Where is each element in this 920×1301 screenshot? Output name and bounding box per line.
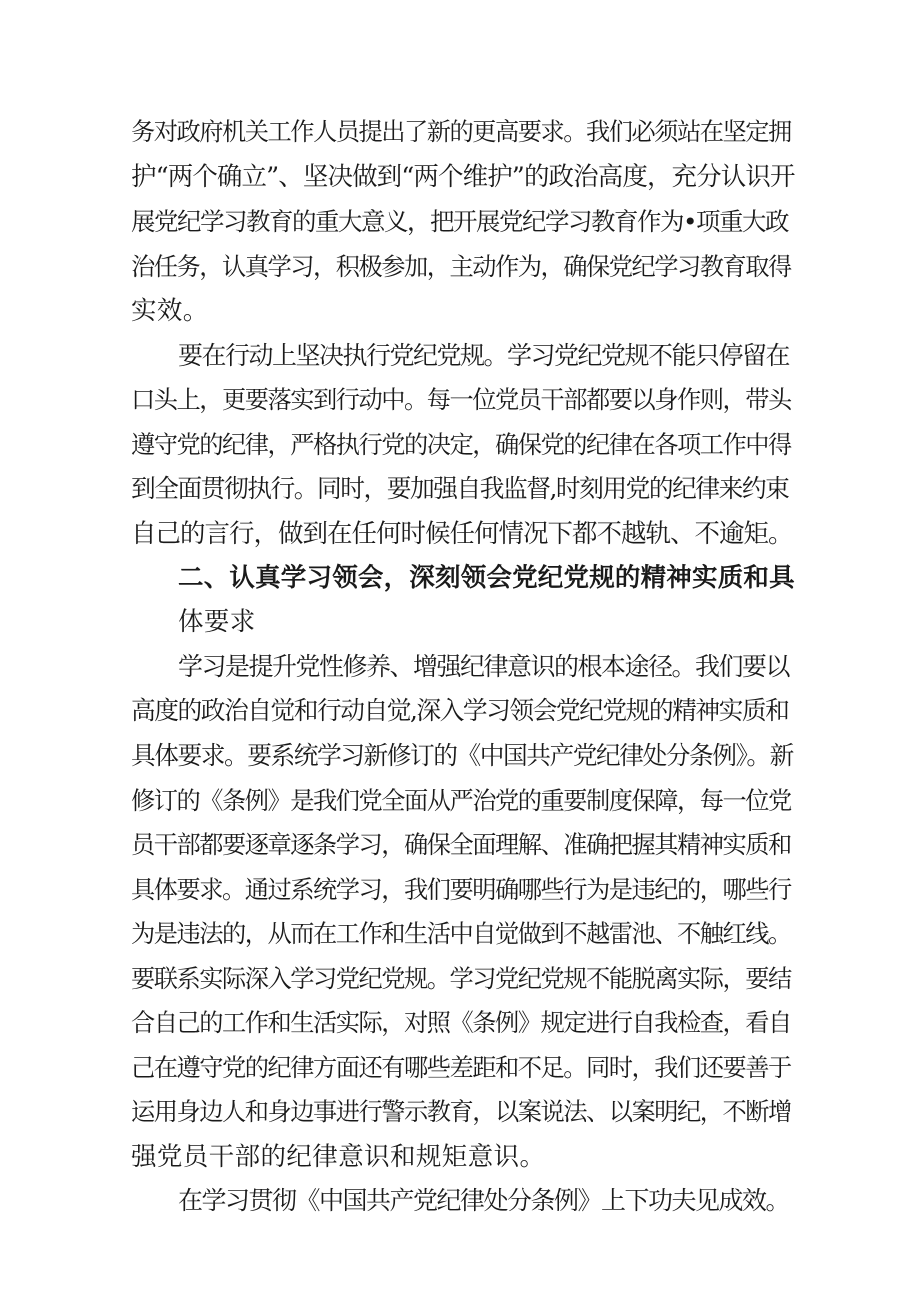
section-heading-continuation: 体要求 <box>178 607 256 637</box>
paragraph-first-line: 学习是提升党性修养、增强纪律意识的根本途径。我们要以 <box>178 652 790 681</box>
text-line: 运用身边人和身边事进行警示教育，以案说法、以案明纪，不断增 <box>131 1097 791 1126</box>
text-line: 展党纪学习教育的重大意义，把开展党纪学习教育作为•项重大政 <box>131 207 788 236</box>
text-line: 高度的政治自觉和行动自觉,深入学习领会党纪党规的精神实质和 <box>131 696 789 725</box>
text-line: 为是违法的，从而在工作和生活中自觉做到不越雷池、不触红线。 <box>131 919 791 948</box>
text-line: 护“两个确立”、坚决做到“两个维护”的政治高度，充分认识开 <box>131 162 795 192</box>
text-line: 治任务，认真学习，积极参加，主动作为，确保党纪学习教育取得 <box>131 252 791 281</box>
text-line: 合自己的工作和生活实际，对照《条例》规定进行自我检查，看自 <box>131 1008 791 1037</box>
text-line: 务对政府机关工作人员提出了新的更高要求。我们必须站在坚定拥 <box>131 117 791 146</box>
text-line: 具体要求。通过系统学习，我们要明确哪些行为是违纪的，哪些行 <box>131 875 791 904</box>
section-heading: 二、认真学习领会，深刻领会党纪党规的精神实质和具 <box>178 563 795 593</box>
text-line: 到全面贯彻执行。同时，要加强自我监督,时刻用党的纪律来约束 <box>131 474 789 503</box>
text-line: 强党员干部的纪律意识和规矩意识。 <box>131 1142 546 1172</box>
text-line: 修订的《条例》是我们党全面从严治党的重要制度保障，每一位党 <box>131 786 791 815</box>
text-line: 己在遵守党的纪律方面还有哪些差距和不足。同时，我们还要善于 <box>131 1053 791 1082</box>
text-line: 员干部都要逐章逐条学习，确保全面理解、准确把握其精神实质和 <box>131 830 791 859</box>
text-line: 具体要求。要系统学习新修订的《中国共产党纪律处分条例》。新 <box>131 741 793 770</box>
text-line: 实效。 <box>131 296 209 326</box>
text-line: 要联系实际深入学习党纪党规。学习党纪党规不能脱离实际，要结 <box>131 964 791 993</box>
paragraph-first-line: 要在行动上坚决执行党纪党规。学习党纪党规不能只停留在 <box>178 341 790 370</box>
text-line: 自己的言行，做到在任何时候任何情况下都不越轨、不逾矩。 <box>131 519 793 549</box>
text-line: 遵守党的纪律，严格执行党的决定，确保党的纪律在各项工作中得 <box>131 430 791 459</box>
text-line: 口头上，更要落实到行动中。每一位党员干部都要以身作则，带头 <box>131 385 791 414</box>
paragraph-first-line: 在学习贯彻《中国共产党纪律处分条例》上下功夫见成效。 <box>178 1186 790 1215</box>
